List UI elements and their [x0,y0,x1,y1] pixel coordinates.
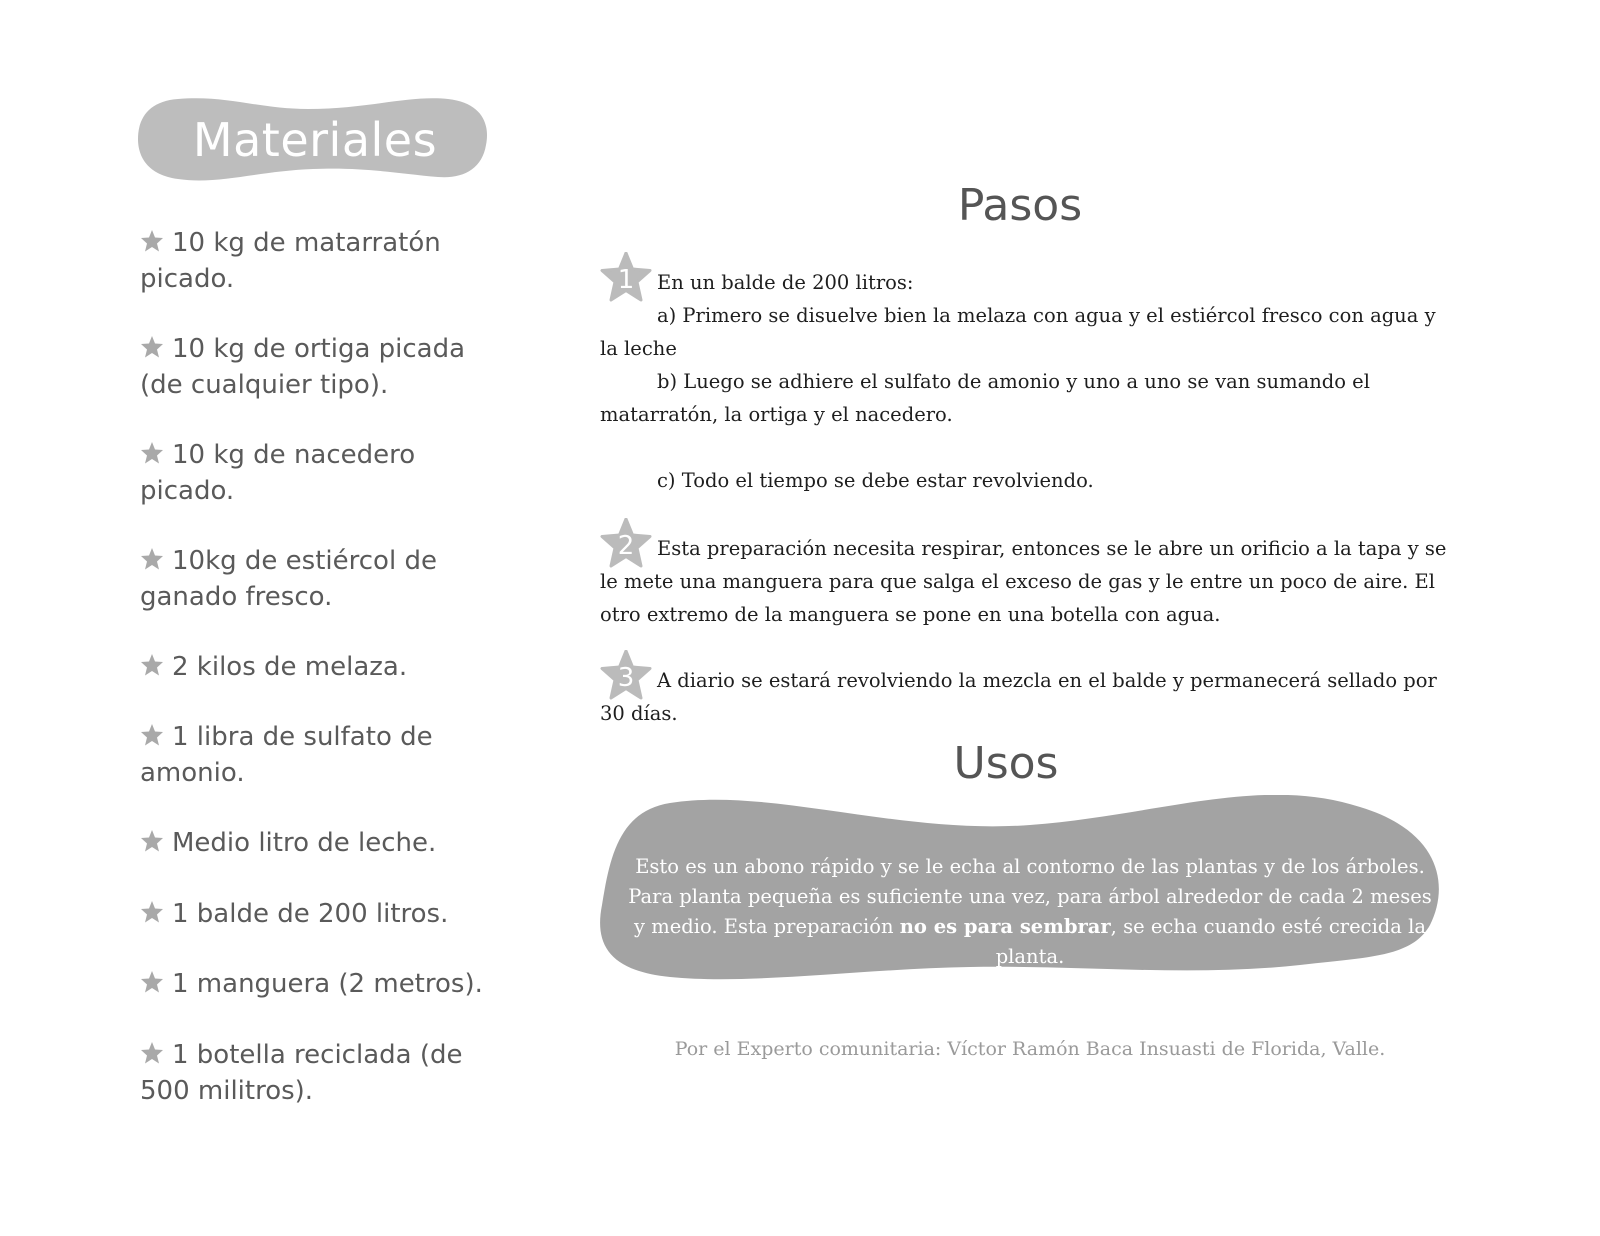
step-1-intro: En un balde de 200 litros: [657,271,914,294]
uses-text-after: , se echa cuando esté crecida la planta. [995,915,1426,968]
star-icon [140,970,164,994]
star-icon [140,547,164,571]
step-1 [600,266,1455,497]
list-item [140,225,510,297]
list-item [140,331,510,403]
list-item [140,896,510,932]
materials-title-blob [138,95,498,185]
list-item [140,719,510,791]
list-item [140,437,510,509]
star-icon [140,723,164,747]
step-3-text: A diario se estará revolviendo la mezcla en el balde y permanecerá sellado por 30 días. [600,669,1437,725]
material-text: 10 kg de nacedero picado. [140,440,416,506]
list-item [140,543,510,615]
material-text: 10kg de estiércol de ganado fresco. [140,546,437,612]
star-icon [140,1041,164,1065]
step-number: 3 [617,662,635,693]
material-text: 1 botella reciclada (de 500 militros). [140,1040,463,1106]
uses-text-before: Esto es un abono rápido y se le echa al contorno de las plantas y de los árboles. Para planta pequeña es suficiente una vez, para árbol alrededor de cada 2 meses y medio. Esta preparación [628,855,1432,938]
material-text: 1 balde de 200 litros. [172,899,449,929]
star-icon [140,229,164,253]
author-credit: Por el Experto comunitaria: Víctor Ramón Baca Insuasti de Florida, Valle. [674,1038,1386,1060]
list-item [140,825,510,861]
uses-text-bold: no es para sembrar [899,915,1111,938]
star-icon [140,441,164,465]
list-item [140,1037,510,1109]
star-icon [140,335,164,359]
star-icon [140,900,164,924]
star-icon [140,653,164,677]
step-number: 2 [617,530,635,561]
uses-text [620,852,1440,972]
material-text: 1 manguera (2 metros). [172,969,483,999]
step-number: 1 [617,264,635,295]
step-1-c: c) Todo el tiempo se debe estar revolviendo. [657,469,1094,492]
uses-title: Usos [953,738,1059,789]
step-2-text: Esta preparación necesita respirar, entonces se le abre un orificio a la tapa y se le mete una manguera para que salga el exceso de gas y le entre un poco de aire. El otro extremo de la manguera se pone en una botella con agua. [600,537,1447,626]
step-3 [600,664,1455,730]
material-text: 1 libra de sulfato de amonio. [140,722,433,788]
material-text: 2 kilos de melaza. [172,652,408,682]
material-text: 10 kg de matarratón picado. [140,228,441,294]
step-2 [600,532,1455,631]
steps-title: Pasos [957,180,1083,231]
list-item [140,649,510,685]
step-1-a: a) Primero se disuelve bien la melaza con agua y el estiércol fresco con agua y la leche [600,304,1436,360]
materials-title: Materiales [192,113,438,167]
list-item [140,966,510,1002]
step-1-b: b) Luego se adhiere el sulfato de amonio y uno a uno se van sumando el matarratón, la ortiga y el nacedero. [600,370,1370,426]
star-icon [140,829,164,853]
material-text: Medio litro de leche. [172,828,437,858]
materials-section [140,95,520,1106]
material-text: 10 kg de ortiga picada (de cualquier tipo). [140,334,466,400]
